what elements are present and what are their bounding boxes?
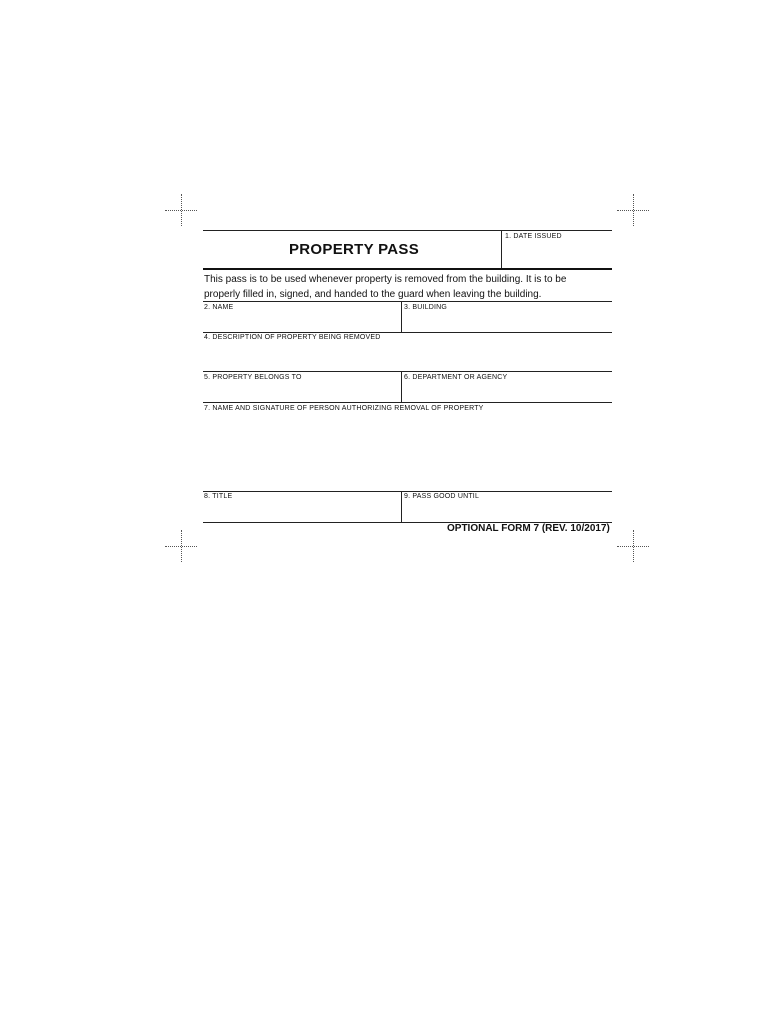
crop-mark-bottom-right-v — [633, 530, 634, 562]
title-pass-divider — [401, 491, 402, 522]
building-field[interactable] — [406, 315, 606, 331]
form-top-rule — [203, 230, 612, 231]
department-field[interactable] — [406, 385, 606, 401]
crop-mark-bottom-left-v — [181, 530, 182, 562]
rule-description-row — [203, 332, 612, 333]
rule-name-row — [203, 301, 612, 302]
rule-authorizing-row — [203, 402, 612, 403]
belongs-to-field[interactable] — [206, 385, 396, 401]
pass-good-until-label: 9. PASS GOOD UNTIL — [404, 493, 480, 500]
pass-good-until-field[interactable] — [406, 504, 606, 520]
name-building-divider — [401, 301, 402, 333]
form-footer: OPTIONAL FORM 7 (REV. 10/2017) — [447, 523, 610, 534]
intro-line-1: This pass is to be used whenever property is removed from the building. It is to be — [204, 274, 567, 285]
crop-mark-top-right-v — [633, 194, 634, 226]
authorizing-signature-field[interactable] — [206, 418, 606, 486]
date-issued-field[interactable] — [505, 245, 609, 265]
title-field[interactable] — [206, 504, 396, 520]
form-title: PROPERTY PASS — [289, 241, 420, 258]
description-field[interactable] — [206, 347, 606, 367]
date-issued-label: 1. DATE ISSUED — [505, 233, 562, 240]
belongs-department-divider — [401, 371, 402, 403]
intro-line-2: properly filled in, signed, and handed to the guard when leaving the building. — [204, 289, 542, 300]
crop-mark-top-left-v — [181, 194, 182, 226]
title-label: 8. TITLE — [204, 493, 233, 500]
name-field[interactable] — [206, 315, 396, 331]
authorizing-label: 7. NAME AND SIGNATURE OF PERSON AUTHORIZING REMOVAL OF PROPERTY — [204, 405, 484, 412]
department-label: 6. DEPARTMENT OR AGENCY — [404, 374, 508, 381]
belongs-to-label: 5. PROPERTY BELONGS TO — [204, 374, 302, 381]
date-issued-divider — [501, 230, 502, 269]
rule-title-row — [203, 491, 612, 492]
name-label: 2. NAME — [204, 304, 234, 311]
intro-text — [204, 272, 604, 302]
building-label: 3. BUILDING — [404, 304, 448, 311]
header-bottom-rule — [203, 268, 612, 270]
description-label: 4. DESCRIPTION OF PROPERTY BEING REMOVED — [204, 334, 381, 341]
rule-belongs-row — [203, 371, 612, 372]
